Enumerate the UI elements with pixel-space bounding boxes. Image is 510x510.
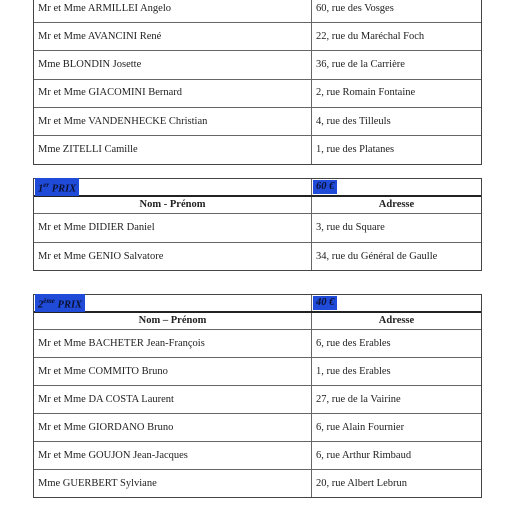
column-header-name: Nom - Prénom bbox=[34, 197, 312, 213]
name-cell: Mr et Mme GENIO Salvatore bbox=[34, 243, 312, 270]
column-header-address: Adresse bbox=[378, 315, 415, 326]
column-header-address: Adresse bbox=[378, 199, 415, 210]
address-cell: 36, rue de la Carrière bbox=[316, 58, 405, 70]
name-cell: Mr et Mme GIACOMINI Bernard bbox=[34, 80, 312, 108]
name-cell: Mme GUERBERT Sylviane bbox=[34, 470, 312, 497]
prize-rank-number: 1 bbox=[38, 183, 44, 195]
table-row bbox=[34, 23, 481, 51]
column-header-row bbox=[34, 197, 481, 214]
address-cell: 6, rue Alain Fournier bbox=[316, 421, 405, 433]
name-cell: Mr et Mme GIORDANO Bruno bbox=[34, 414, 312, 441]
column-header-row bbox=[34, 313, 481, 330]
prize-amount: 60 € bbox=[313, 180, 337, 194]
address-cell: 2, rue Romain Fontaine bbox=[316, 87, 416, 99]
name-cell: Mr et Mme COMMITO Bruno bbox=[34, 358, 312, 385]
table-row bbox=[34, 386, 481, 414]
prize-rank-cell bbox=[34, 179, 312, 195]
address-cell: 1, rue des Erables bbox=[316, 365, 391, 377]
prize-rank-number: 2 bbox=[38, 299, 44, 311]
address-cell: 4, rue des Tilleuls bbox=[316, 115, 391, 127]
table-row bbox=[34, 108, 481, 136]
address-cell: 20, rue Albert Lebrun bbox=[316, 477, 407, 489]
prize-rank-word: PRIX bbox=[49, 183, 77, 195]
name-cell: Mme BLONDIN Josette bbox=[34, 51, 312, 79]
address-cell: 22, rue du Maréchal Foch bbox=[316, 30, 425, 42]
table-row bbox=[34, 0, 481, 23]
table-row bbox=[34, 80, 481, 109]
address-cell: 1, rue des Platanes bbox=[316, 143, 395, 155]
name-cell: Mr et Mme BACHETER Jean-François bbox=[34, 330, 312, 357]
prize-rank-word: PRIX bbox=[54, 299, 83, 311]
name-cell: Mr et Mme DIDIER Daniel bbox=[34, 214, 312, 242]
prize-amount-cell bbox=[312, 179, 481, 195]
prize-header-row bbox=[34, 179, 481, 197]
address-cell: 60, rue des Vosges bbox=[316, 2, 394, 14]
table-row bbox=[34, 330, 481, 358]
table-row bbox=[34, 214, 481, 243]
name-cell: Mr et Mme DA COSTA Laurent bbox=[34, 386, 312, 413]
name-cell: Mr et Mme AVANCINI René bbox=[34, 23, 312, 50]
address-cell: 34, rue du Général de Gaulle bbox=[316, 250, 438, 262]
table-row bbox=[34, 243, 481, 270]
prize-amount: 40 € bbox=[313, 296, 337, 310]
address-cell: 6, rue Arthur Rimbaud bbox=[316, 449, 412, 461]
prize-rank-suffix: ème bbox=[43, 296, 55, 305]
table-row bbox=[34, 470, 481, 497]
address-cell: 3, rue du Square bbox=[316, 222, 385, 233]
table-row bbox=[34, 51, 481, 80]
address-cell: 27, rue de la Vairine bbox=[316, 393, 401, 405]
prize-rank-cell bbox=[34, 295, 312, 311]
name-cell: Mr et Mme GOUJON Jean-Jacques bbox=[34, 442, 312, 469]
table-row bbox=[34, 414, 481, 442]
name-cell: Mme ZITELLI Camille bbox=[34, 136, 312, 164]
second-prize-table bbox=[33, 294, 482, 498]
prize-rank-suffix: er bbox=[43, 180, 50, 189]
winners-table-top bbox=[33, 0, 482, 165]
address-cell: 6, rue des Erables bbox=[316, 337, 391, 349]
name-cell: Mr et Mme ARMILLEI Angelo bbox=[34, 0, 312, 22]
prize-header-row bbox=[34, 295, 481, 313]
column-header-name: Nom – Prénom bbox=[34, 313, 312, 329]
table-row bbox=[34, 358, 481, 386]
name-cell: Mr et Mme VANDENHECKE Christian bbox=[34, 108, 312, 135]
prize-amount-cell bbox=[312, 295, 481, 311]
prize-rank-label bbox=[35, 294, 85, 313]
table-row bbox=[34, 136, 481, 164]
prize-rank-label bbox=[35, 178, 79, 197]
table-row bbox=[34, 442, 481, 470]
first-prize-table bbox=[33, 178, 482, 271]
